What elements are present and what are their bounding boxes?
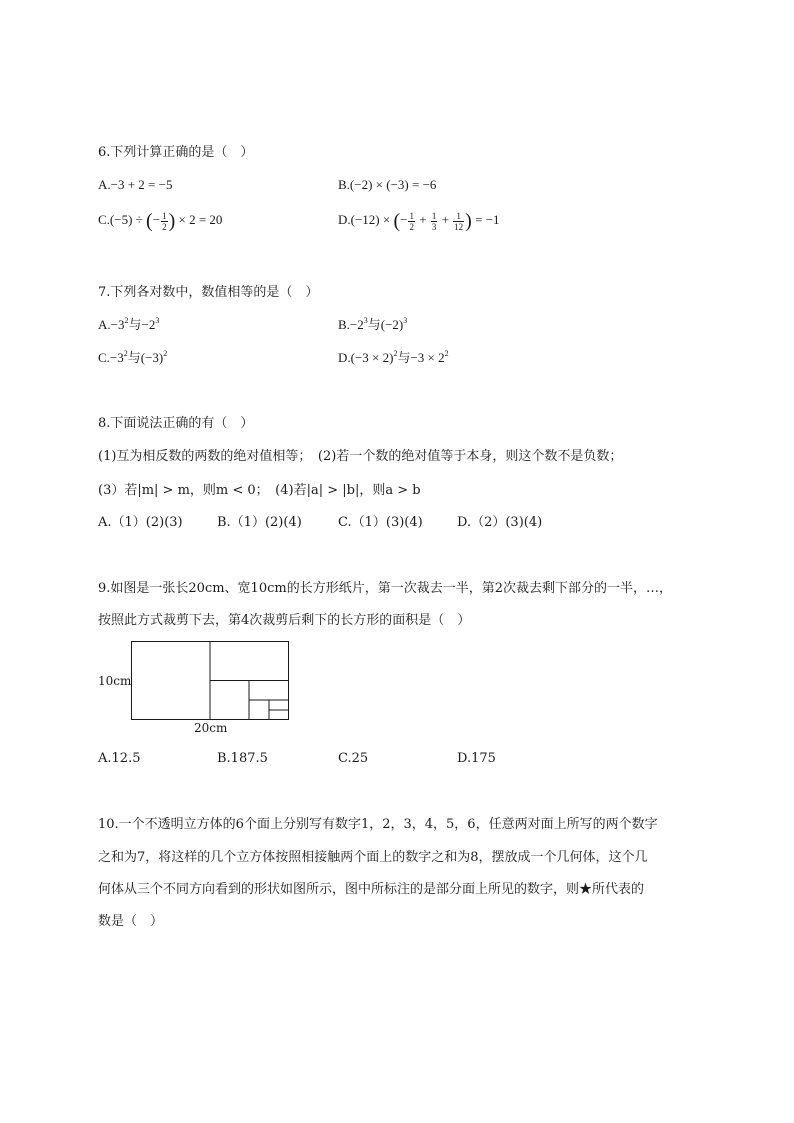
q6-option-d-label: D. bbox=[338, 212, 351, 227]
q6-option-b bbox=[338, 175, 436, 195]
q9-option-a: A.12.5 bbox=[98, 751, 141, 766]
q10-line-2: 之和为7，将这样的几个立方体按照相接触两个面上的数字之和为8，摆放成一个几何体，这个几 bbox=[98, 850, 648, 865]
q6-option-d-post: = −1 bbox=[471, 212, 500, 227]
q8-option-b: B.（1）(2)(4) bbox=[217, 515, 302, 530]
q8-option-c: C.（1）(3)(4) bbox=[338, 515, 423, 530]
q6-option-a-expr: −3 + 2 = −5 bbox=[110, 177, 173, 192]
q8-option-d: D.（2）(3)(4) bbox=[457, 515, 543, 530]
q6-option-c-label: C. bbox=[98, 212, 110, 227]
q9-line-2: 按照此方式裁剪下去，第4次裁剪后剩下的长方形的面积是（ ） bbox=[98, 613, 471, 628]
q8-title: 8.下面说法正确的有（ ） bbox=[98, 416, 254, 431]
q7-option-b: $B.-2^3$与$(-2)^3$ bbox=[338, 316, 408, 332]
q7-option-a: $A.-3^2$与$-2^3$ bbox=[98, 316, 160, 332]
q9-option-b: B.187.5 bbox=[217, 751, 268, 766]
q9-line-1: 9.如图是一张长20cm、宽10cm的长方形纸片，第一次裁去一半，第2次裁去剩下部分的一半，…， bbox=[98, 581, 672, 596]
q6-option-d: D.(−12) × (− $\frac{1}{2}$ + $\frac{1}{3}$ + $\frac{1}{12}$ ) = −1 bbox=[338, 210, 500, 233]
q9-option-c: C.25 bbox=[338, 751, 369, 766]
q8-statement-line-1: (1)互为相反数的两数的绝对值相等； (2)若一个数的绝对值等于本身，则这个数不是负数； bbox=[98, 449, 623, 464]
q9-width-label: 20cm bbox=[194, 721, 228, 735]
q7-option-d: $D.(-3 \times 2)^2$与$-3 \times 2^2$ bbox=[338, 349, 449, 365]
q6-d-fraction-2: $\frac{1}{3}$ bbox=[431, 210, 437, 232]
q6-option-c-pre: (−5) ÷ bbox=[109, 212, 147, 227]
q8-option-a: A.（1）(2)(3) bbox=[98, 515, 183, 530]
q9-option-d: D.175 bbox=[457, 751, 496, 766]
q7-option-c: $C.-3^2$与$(-3)^2$ bbox=[98, 349, 168, 365]
q6-option-c-post: × 2 = 20 bbox=[175, 212, 223, 227]
q6-option-b-expr: (−2) × (−3) = −6 bbox=[349, 177, 437, 192]
q9-figure bbox=[98, 640, 298, 740]
q6-c-fraction: $\frac{1}{2}$ bbox=[162, 210, 167, 232]
q9-height-label: 10cm bbox=[98, 674, 132, 688]
q6-option-a-label: A. bbox=[98, 177, 111, 192]
q7-title: 7.下列各对数中，数值相等的是（ ） bbox=[98, 285, 319, 300]
q6-d-fraction-3: $\frac{1}{12}$ bbox=[454, 210, 464, 232]
q8-statement-line-2: (3）若|m| > m，则m < 0； (4)若|a| > |b|，则a > b bbox=[98, 483, 421, 498]
q10-line-4: 数是（ ） bbox=[98, 914, 164, 929]
q6-option-c: C.(−5) ÷ (− $\frac{1}{2}$ ) × 2 = 20 bbox=[98, 210, 223, 233]
q6-option-d-pre: (−12) × bbox=[350, 212, 394, 227]
q10-line-1: 10.一个不透明立方体的6个面上分别写有数字1，2，3，4，5，6，任意两对面上所写的两个数字 bbox=[98, 817, 658, 832]
q6-d-fraction-1: $\frac{1}{2}$ bbox=[409, 210, 414, 232]
q6-option-b-label: B. bbox=[338, 177, 350, 192]
q6-option-a bbox=[98, 175, 172, 195]
q6-title: 6.下列计算正确的是（ ） bbox=[98, 145, 254, 160]
q10-line-3: 何体从三个不同方向看到的形状如图所示，图中所标注的是部分面上所见的数字，则★所代表的 bbox=[98, 882, 645, 897]
